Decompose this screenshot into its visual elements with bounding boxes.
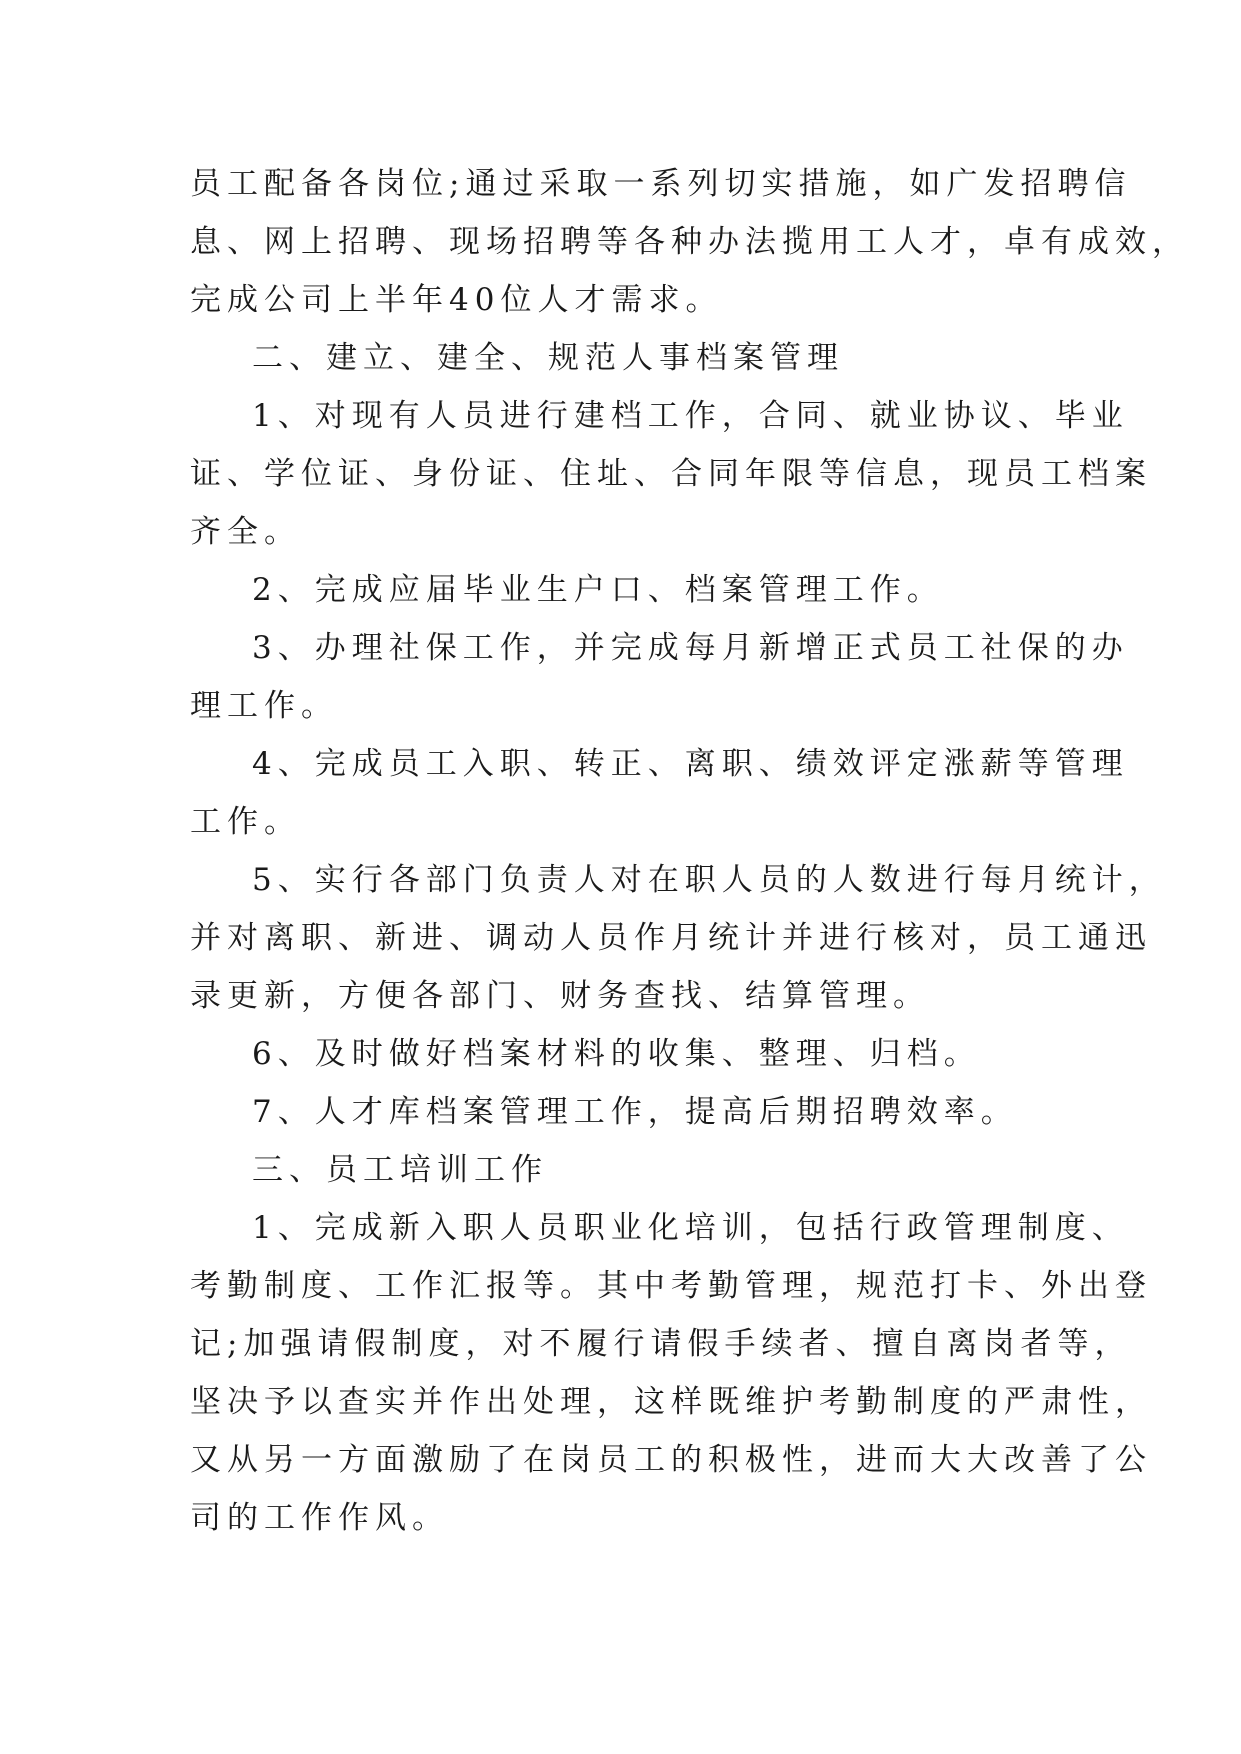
section-heading-3: 三、员工培训工作	[252, 1152, 548, 1188]
text-line-19: 1、完成新入职人员职业化培训，包括行政管理制度、	[252, 1210, 1129, 1246]
text-line-11: 4、完成员工入职、转正、离职、绩效评定涨薪等管理	[252, 746, 1129, 782]
text-line-2: 息、网上招聘、现场招聘等各种办法揽用工人才，卓有成效，	[190, 224, 1189, 260]
text-line-7: 齐全。	[190, 514, 301, 550]
text-line-23: 又从另一方面激励了在岗员工的积极性，进而大大改善了公	[190, 1442, 1152, 1478]
text-line-5: 1、对现有人员进行建档工作，合同、就业协议、毕业	[252, 398, 1129, 434]
text-line-16: 6、及时做好档案材料的收集、整理、归档。	[252, 1036, 981, 1072]
text-line-10: 理工作。	[190, 688, 338, 724]
text-line-9: 3、办理社保工作，并完成每月新增正式员工社保的办	[252, 630, 1129, 666]
text-line-20: 考勤制度、工作汇报等。其中考勤管理，规范打卡、外出登	[190, 1268, 1152, 1304]
section-heading-2: 二、建立、建全、规范人事档案管理	[252, 340, 844, 376]
text-line-6: 证、学位证、身份证、住址、合同年限等信息，现员工档案	[190, 456, 1152, 492]
text-line-21: 记;加强请假制度，对不履行请假手续者、擅自离岗者等，	[190, 1326, 1132, 1362]
text-line-14: 并对离职、新进、调动人员作月统计并进行核对，员工通迅	[190, 920, 1152, 956]
text-line-13: 5、实行各部门负责人对在职人员的人数进行每月统计，	[252, 862, 1166, 898]
text-line-22: 坚决予以查实并作出处理，这样既维护考勤制度的严肃性，	[190, 1384, 1152, 1420]
text-line-15: 录更新，方便各部门、财务查找、结算管理。	[190, 978, 930, 1014]
text-line-1: 员工配备各岗位;通过采取一系列切实措施，如广发招聘信	[190, 166, 1132, 202]
document-body	[190, 155, 1189, 1547]
text-line-17: 7、人才库档案管理工作，提高后期招聘效率。	[252, 1094, 1018, 1130]
text-line-8: 2、完成应届毕业生户口、档案管理工作。	[252, 572, 944, 608]
text-line-3: 完成公司上半年40位人才需求。	[190, 282, 723, 318]
text-line-12: 工作。	[190, 804, 301, 840]
text-line-24: 司的工作作风。	[190, 1500, 449, 1536]
